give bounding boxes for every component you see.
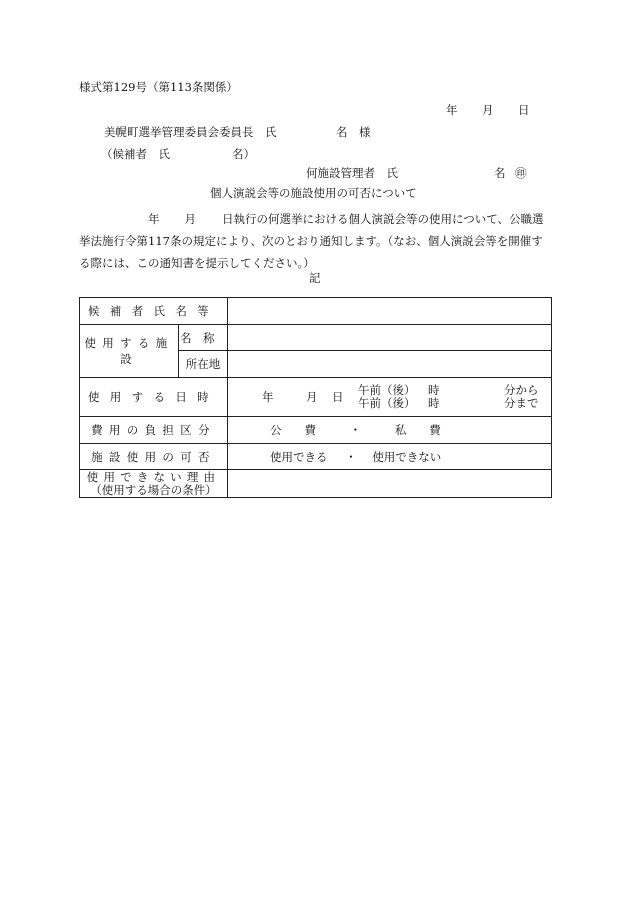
hour-start: 時 <box>428 383 440 397</box>
value-datetime[interactable] <box>228 378 552 417</box>
option-private-cost[interactable]: 私 費 <box>394 423 441 437</box>
option-not-usable[interactable]: 使用できない <box>372 449 442 464</box>
candidate-close: 名） <box>232 147 255 161</box>
value-facility-name[interactable] <box>228 325 552 351</box>
cost-separator: ・ <box>349 423 362 437</box>
value-facility-address[interactable] <box>228 351 552 378</box>
hour-end: 時 <box>428 396 440 410</box>
row-reason <box>80 470 552 498</box>
body-line-2: 挙法施行令第117条の規定により、次のとおり通知します。（なお、個人演説会等を開催す <box>79 234 543 248</box>
am-pm-start: 午前（後） <box>358 383 416 397</box>
label-candidate-name: 候補者氏名等 <box>80 298 228 325</box>
value-permission[interactable] <box>228 444 552 470</box>
option-usable[interactable]: 使用できる <box>270 449 328 464</box>
body-line-1 <box>148 208 554 230</box>
option-public-cost[interactable]: 公 費 <box>270 423 316 437</box>
permission-separator: ・ <box>345 449 357 464</box>
addressee-title: 美幌町選挙管理委員会委員長 氏 <box>104 125 277 139</box>
dt-day: 日 <box>332 389 344 404</box>
document-title: 個人演説会等の施設使用の可否について <box>210 186 417 200</box>
body-line-3: る際には、この通知書を提示してください。） <box>79 256 315 270</box>
form-number: 様式第129号（第113条関係） <box>79 80 238 94</box>
row-cost <box>80 417 552 444</box>
value-candidate-name[interactable] <box>228 298 552 325</box>
date-month: 月 <box>482 103 494 117</box>
value-reason[interactable] <box>228 470 552 498</box>
body-text <box>79 208 554 274</box>
row-datetime <box>80 378 552 417</box>
row-candidate <box>80 298 552 325</box>
candidate-open: （候補者 氏 <box>101 147 170 161</box>
label-reason-line1: 使用できない理由 <box>86 469 221 484</box>
label-cost: 費用の負担区分 <box>80 417 228 444</box>
label-facility-address: 所在地 <box>179 351 228 378</box>
date-day: 日 <box>518 103 530 117</box>
minute-from: 分から <box>504 383 539 397</box>
label-facility: 使用する施設 <box>80 325 179 378</box>
ki-marker: 記 <box>309 271 321 285</box>
label-reason-line2: （使用する場合の条件） <box>90 482 217 497</box>
value-cost[interactable] <box>228 417 552 444</box>
issuer-name-suffix: 名 <box>494 166 506 180</box>
seal-mark: ㊞ <box>515 166 527 180</box>
issuer-label: 何施設管理者 氏 <box>306 166 398 180</box>
date-year: 年 <box>446 103 458 117</box>
body-year: 年 <box>148 212 160 226</box>
row-permission <box>80 444 552 470</box>
am-pm-end: 午前（後） <box>358 396 416 410</box>
datetime-grid <box>228 384 551 410</box>
minute-to: 分まで <box>504 396 539 410</box>
label-datetime: 使用する日時 <box>80 378 228 417</box>
body-line-1-rest: 日執行の何選挙における個人演説会等の使用について、公職選 <box>222 212 544 226</box>
row-facility-name <box>80 325 552 351</box>
label-facility-name: 名称 <box>179 325 228 351</box>
dt-year: 年 <box>262 389 274 404</box>
label-reason <box>80 470 228 498</box>
label-permission: 施設使用の可否 <box>80 444 228 470</box>
body-month: 月 <box>184 212 196 226</box>
dt-month: 月 <box>306 389 318 404</box>
notice-table <box>79 297 552 498</box>
addressee-name-suffix: 名 様 <box>336 125 371 139</box>
